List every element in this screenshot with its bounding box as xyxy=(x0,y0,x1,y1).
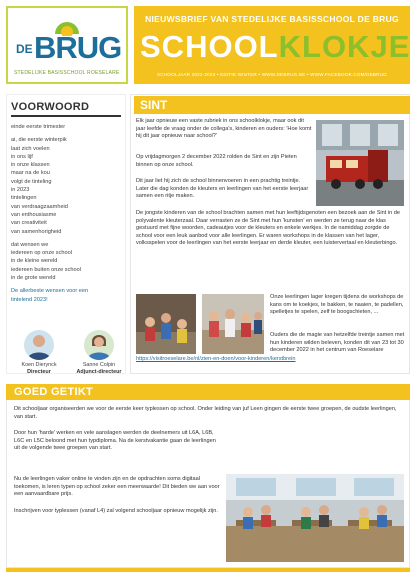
poem-line: ai, die eerste winterpik xyxy=(11,137,67,144)
avatar-director xyxy=(24,330,54,360)
poem-line: tintelend 2023! xyxy=(11,296,48,303)
poem-line: tintelingen xyxy=(11,195,37,202)
sint-header xyxy=(134,96,410,114)
goed-getikt-paragraph-3: Nu de leerlingen vaker online te vinden zijn en de opdrachten soms digitaal toekomen, is leren typen op school zeker een meerwaarde! Dit bieden we aan voor een aanvaardbare prijs. xyxy=(14,476,220,498)
poem-line: in 2023 xyxy=(11,187,30,194)
poem-line: van samenhorigheid xyxy=(11,228,62,235)
poem-line: dat wensen we xyxy=(11,241,49,248)
poem-line: maar na de kou xyxy=(11,170,50,177)
goed-getikt-paragraph-4: Inschrijven voor typlessen (vanaf L4) zal volgend schooljaar opnieuw mogelijk zijn. xyxy=(14,508,218,514)
workshop-photo-image xyxy=(202,294,264,354)
adjunct-name: Sanne Colpin xyxy=(82,362,116,368)
poem-line: in ons lijf xyxy=(11,153,33,160)
sint-paragraph-5: Onze leerlingen lager kregen tijdens de workshops de kans om te koekjes, te bakken, te naaien, te padellen, spelletjes te spelen, zelf te boogschieten, ... xyxy=(270,294,404,316)
logo-subline: STEDELIJKE BASISSCHOOL ROESELARE xyxy=(14,70,120,76)
header-band xyxy=(134,6,410,84)
sint-title: SINT xyxy=(140,98,168,112)
sint-link[interactable]: https://visitroeselare.be/nl/zien-en-doen/voor-kinderen/kerstbrein xyxy=(136,356,296,362)
train-photo xyxy=(316,120,404,206)
poem-line: van verdraagzaamheid xyxy=(11,203,68,210)
sint-paragraph-2: Op vrijdagmorgen 2 december 2022 rolden de Sint en zijn Pieten binnen op onze school. xyxy=(136,154,297,168)
poem-line: iedereen op onze school xyxy=(11,250,72,257)
school-logo xyxy=(6,6,128,84)
poem-line: van enthousiasme xyxy=(11,211,57,218)
voorwoord-divider xyxy=(11,115,121,117)
goed-getikt-header xyxy=(6,384,410,400)
poem-line: iedereen buiten onze school xyxy=(11,266,81,273)
title-klokje: KLOKJE xyxy=(278,29,411,64)
adjunct-role: Adjunct-directeur xyxy=(76,369,122,375)
poem-line: einde eerste trimester xyxy=(11,124,66,130)
header-bottom-line: SCHOOLJAAR 2022-2023 • EDITIE WINTER • WWW.DEBRUG.BE • WWW.FACEBOOK.COM/DEBRUG xyxy=(157,72,387,77)
classroom-photo-image xyxy=(226,474,404,562)
voorwoord-poem xyxy=(11,123,125,304)
poem-line: in de grote wereld xyxy=(11,275,56,282)
workshop-photo-image xyxy=(136,294,196,354)
header-top-line: NIEUWSBRIEF VAN STEDELIJKE BASISSCHOOL DE BRUG xyxy=(145,14,399,24)
workshop-photo-1 xyxy=(136,294,196,354)
voorwoord-title: VOORWOORD xyxy=(11,101,90,113)
goed-getikt-paragraph-1: Dit schooljaar organiseerden we voor de eerste keer typlessen op school. Onder leiding van juf Leen gingen de eerste twee groepen, de oudste leerlingen, van start. xyxy=(14,406,397,420)
classroom-photo xyxy=(226,474,404,562)
director-name: Koen Dierynck xyxy=(21,362,57,368)
sint-paragraph-3: Dit jaar liet hij zich de school binnenvoeren in een prachtig treintje. Later die dag konden de kleuters en leerlingen van het eerste leerjaar samen een ritje maken. xyxy=(136,178,309,200)
footer-bar xyxy=(6,568,410,572)
sint-paragraph-1: Elk jaar opnieuw een vaste rubriek in ons schoolklokje, maar ook dit jaar leefde de vraag onder de collega's, kinderen en ouders: 'Hoe komt hij dit jaar opnieuw naar school?' xyxy=(136,118,312,140)
logo-brug-text: BRUG xyxy=(34,30,122,65)
avatar-adjunct xyxy=(84,330,114,360)
poem-line: De allerbeste wensen voor een xyxy=(11,288,89,295)
poem-line: van creativiteit xyxy=(11,220,47,227)
train-photo-image xyxy=(316,120,404,206)
goed-getikt-title: GOED GETIKT xyxy=(14,386,94,398)
goed-getikt-paragraph-2: Door hun 'harde' werken en vele aanslagen werden de deelnemers uit L6A, L6B, L6C en L5C beloond met hun typdiploma. Na de kerstvakantie gaan de leerlingen uit de volgende twee groepen van start. xyxy=(14,430,216,452)
newsletter-title xyxy=(140,29,411,65)
sint-paragraph-4: De jongste kinderen van de school brachten samen met hun leeftijdsgenoten een bezoek aan de Sint in de polyvalente kleuterzaal. Daar verrasten ze de Sint met hun 'kunsten' en werden ze terug naar de klas gestuurd met fijne woorden, cadeautjes voor de kleuters en enkele werkjes. In de namiddag zorgde de school voor een leuk aanbod voor alle leerlingen. Er waren workshops in de klassen van het lager, volksspelen voor de leerlingen van het eerste leerjaar en derde kleuter, een luistervertaal en kleuterbingo. xyxy=(136,210,401,247)
poem-line: in de kleine wereld xyxy=(11,258,58,265)
director-role: Directeur xyxy=(27,369,51,375)
sint-paragraph-6: Ouders die de magie van hetzelfde treintje samen met hun kinderen wilden beleven, konden dit van 23 tot 30 december 2022 in het centrum van Roeselare xyxy=(270,332,405,354)
poem-line: laat zich voelen xyxy=(11,145,50,152)
workshop-photo-2 xyxy=(202,294,264,354)
poem-line: in onze klassen xyxy=(11,162,50,169)
person-photo-icon xyxy=(24,330,54,360)
title-school: SCHOOL xyxy=(140,29,279,64)
poem-line: volgt de tinteling xyxy=(11,178,52,185)
logo-de-text: DE xyxy=(16,42,33,56)
person-photo-icon xyxy=(84,330,114,360)
